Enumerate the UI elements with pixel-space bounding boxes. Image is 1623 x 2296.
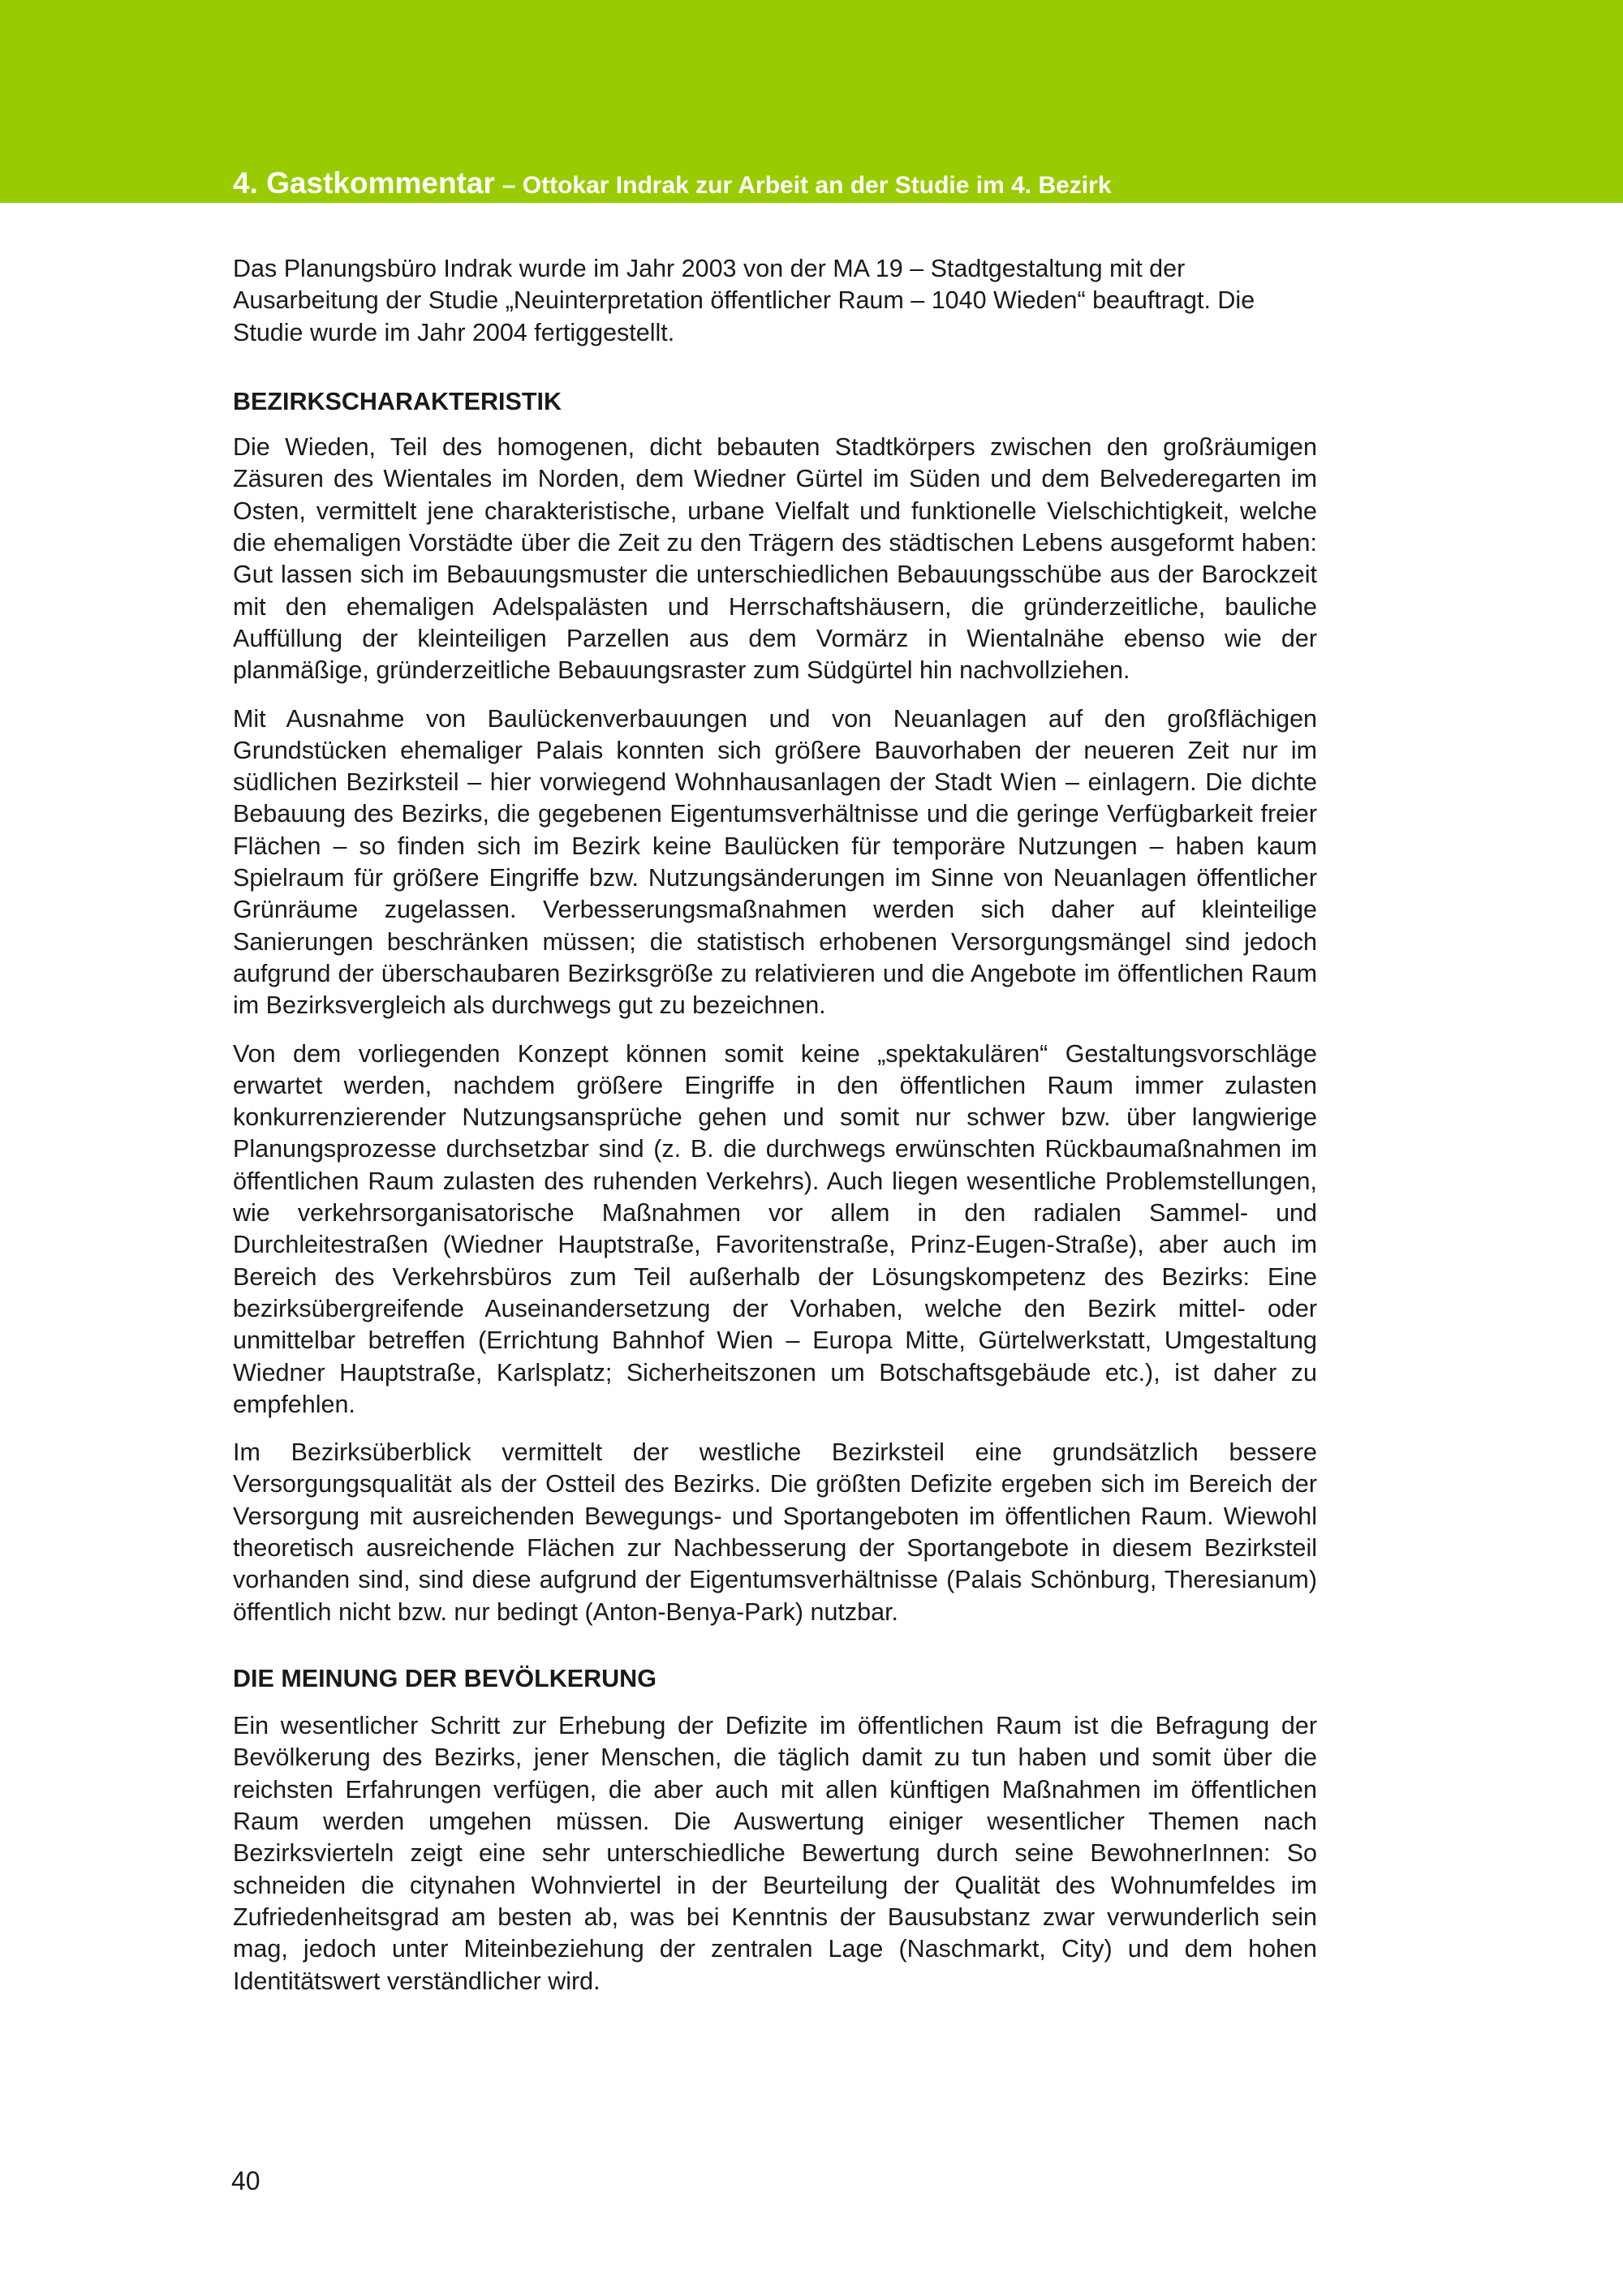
body-paragraph: Ein wesentlicher Schritt zur Erhebung der Defizite im öffentlichen Raum ist die Befragung der Bevölkerung des Bezirks, jener Menschen, die täglich damit zu tun haben und somit über die reichsten Erfahrungen verfügen, die aber auch mit allen künftigen Maßnahmen im öffentlichen Raum werden umgehen müssen. Die Auswertung einiger wesentlicher Themen nach Bezirksvierteln zeigt eine sehr unterschiedliche Bewertung durch seine BewohnerInnen: So schneiden die citynahen Wohnviertel in der Beurteilung der Qualität des Wohnumfeldes im Zufriedenheitsgrad am besten ab, was bei Kenntnis der Bausubstanz zwar verwunderlich sein mag, jedoch unter Miteinbeziehung der zentralen Lage (Naschmarkt, City) und dem hohen Identitätswert verständlicher wird. <box>233 1712 1317 1995</box>
section-heading-meinung-der-bevoelkerung: DIE MEINUNG DER BEVÖLKERUNG <box>233 1664 657 1692</box>
body-paragraph: Die Wieden, Teil des homogenen, dicht bebauten Stadtkörpers zwischen den großräumigen Zäsuren des Wientales im Norden, dem Wiedner Gürtel im Süden und dem Belvederegarten im Osten, vermittelt jene charakteristische, urbane Vielfalt und funktionelle Vielschichtigkeit, welche die ehemaligen Vorstädte über die Zeit zu den Trägern des städtischen Lebens ausgeformt haben: Gut lassen sich im Bebauungsmuster die unterschiedlichen Bebauungsschübe aus der Barockzeit mit den ehemaligen Adelspalästen und Herrschaftshäusern, die gründerzeitliche, bauliche Auffüllung der kleinteiligen Parzellen aus dem Vormärz in Wientalnähe ebenso wie der planmäßige, gründerzeitliche Bebauungsraster zum Südgürtel hin nachvollziehen. <box>233 433 1317 685</box>
chapter-title: 4. Gastkommentar <box>233 166 495 200</box>
section-heading-bezirkscharakteristik: BEZIRKSCHARAKTERISTIK <box>233 387 562 415</box>
page-content <box>233 253 1317 1997</box>
page-number: 40 <box>231 2166 260 2195</box>
intro-paragraph: Das Planungsbüro Indrak wurde im Jahr 2003 von der MA 19 – Stadtgestaltung mit der Ausarbeitung der Studie „Neuinterpretation öffentlicher Raum – 1040 Wieden“ beauftragt. Die Studie wurde im Jahr 2004 fertiggestellt. <box>233 255 1255 346</box>
body-paragraph: Von dem vorliegenden Konzept können somit keine „spektakulären“ Gestaltungsvorschläge erwartet werden, nachdem größere Eingriffe in den öffentlichen Raum immer zulasten konkurrenzierender Nutzungsansprüche gehen und somit nur schwer bzw. über langwierige Planungsprozesse durchsetzbar sind (z. B. die durchwegs erwünschten Rückbaumaßnahmen im öffentlichen Raum zulasten des ruhenden Verkehrs). Auch liegen wesentliche Problemstellungen, wie verkehrsorganisatorische Maßnahmen vor allem in den radialen Sammel- und Durchleitestraßen (Wiedner Hauptstraße, Favoritenstraße, Prinz-Eugen-Straße), aber auch im Bereich des Verkehrsbüros zum Teil außerhalb der Lösungskompetenz des Bezirks: Eine bezirksübergreifende Auseinandersetzung der Vorhaben, welche den Bezirk mittel- oder unmittelbar betreffen (Errichtung Bahnhof Wien – Europa Mitte, Gürtelwerkstatt, Umgestaltung Wiedner Hauptstraße, Karlsplatz; Sicherheitszonen um Botschaftsgebäude etc.), ist daher zu empfehlen. <box>233 1039 1317 1418</box>
page-header-title <box>233 166 1418 204</box>
body-paragraph: Im Bezirksüberblick vermittelt der westliche Bezirksteil eine grundsätzlich bessere Versorgungsqualität als der Ostteil des Bezirks. Die größten Defizite ergeben sich im Bereich der Versorgung mit ausreichenden Bewegungs- und Sportangeboten im öffentlichen Raum. Wiewohl theoretisch ausreichende Flächen zur Nachbesserung der Sportangebote in diesem Bezirksteil vorhanden sind, sind diese aufgrund der Eigentumsverhältnisse (Palais Schönburg, Theresianum) öffentlich nicht bzw. nur bedingt (Anton-Benya-Park) nutzbar. <box>233 1438 1317 1626</box>
chapter-subtitle: – Ottokar Indrak zur Arbeit an der Studie im 4. Bezirk <box>502 172 1112 199</box>
body-paragraph: Mit Ausnahme von Baulückenverbauungen und von Neuanlagen auf den großflächigen Grundstücken ehemaliger Palais konnten sich größere Bauvorhaben der neueren Zeit nur im südlichen Bezirksteil – hier vorwiegend Wohnhausanlagen der Stadt Wien – einlagern. Die dichte Bebauung des Bezirks, die gegebenen Eigentumsverhältnisse und die geringe Verfügbarkeit freier Flächen – so finden sich im Bezirk keine Baulücken für temporäre Nutzungen – haben kaum Spielraum für größere Eingriffe bzw. Nutzungsänderungen im Sinne von Neuanlagen öffentlicher Grünräume zugelassen. Verbesserungsmaßnahmen werden sich daher auf kleinteilige Sanierungen beschränken müssen; die statistisch erhobenen Versorgungsmängel sind jedoch aufgrund der überschaubaren Bezirksgröße zu relativieren und die Angebote im öffentlichen Raum im Bezirksvergleich als durchwegs gut zu bezeichnen. <box>233 704 1317 1020</box>
